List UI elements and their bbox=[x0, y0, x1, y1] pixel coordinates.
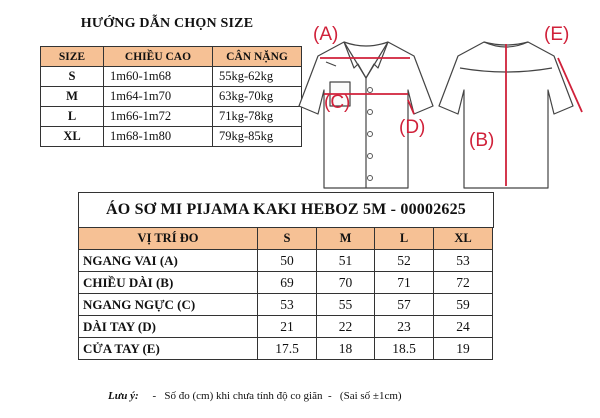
height-cell: 1m66-1m72 bbox=[104, 107, 213, 127]
table-row bbox=[41, 67, 302, 87]
table-row bbox=[41, 87, 302, 107]
size-guide-title: HƯỚNG DẪN CHỌN SIZE bbox=[80, 16, 254, 31]
value-cell: 69 bbox=[258, 272, 317, 294]
weight-cell: 79kg-85kg bbox=[213, 127, 302, 147]
note-label: Lưu ý: bbox=[108, 390, 139, 402]
value-cell: 22 bbox=[317, 316, 375, 338]
table-row bbox=[79, 294, 493, 316]
value-cell: 71 bbox=[375, 272, 434, 294]
height-cell: 1m60-1m68 bbox=[104, 67, 213, 87]
shirt-back-diagram bbox=[436, 28, 586, 193]
header-position: VỊ TRÍ ĐO bbox=[79, 228, 258, 250]
value-cell: 17.5 bbox=[258, 338, 317, 360]
position-cell: NGANG VAI (A) bbox=[79, 250, 258, 272]
weight-cell: 71kg-78kg bbox=[213, 107, 302, 127]
value-cell: 53 bbox=[434, 250, 493, 272]
value-cell: 70 bbox=[317, 272, 375, 294]
table-row bbox=[79, 316, 493, 338]
position-cell: CỬA TAY (E) bbox=[79, 338, 258, 360]
label-e: (E) bbox=[544, 24, 570, 45]
weight-cell: 63kg-70kg bbox=[213, 87, 302, 107]
note-item-2: (Sai số ±1cm) bbox=[339, 390, 402, 402]
value-cell: 52 bbox=[375, 250, 434, 272]
table-row bbox=[79, 250, 493, 272]
size-guide-header-size: SIZE bbox=[41, 47, 104, 67]
header-size-s: S bbox=[258, 228, 317, 250]
height-cell: 1m68-1m80 bbox=[104, 127, 213, 147]
value-cell: 53 bbox=[258, 294, 317, 316]
size-cell: M bbox=[41, 87, 104, 107]
value-cell: 19 bbox=[434, 338, 493, 360]
size-cell: S bbox=[41, 67, 104, 87]
value-cell: 59 bbox=[434, 294, 493, 316]
size-cell: XL bbox=[41, 127, 104, 147]
value-cell: 55 bbox=[317, 294, 375, 316]
weight-cell: 55kg-62kg bbox=[213, 67, 302, 87]
value-cell: 18.5 bbox=[375, 338, 434, 360]
value-cell: 21 bbox=[258, 316, 317, 338]
value-cell: 24 bbox=[434, 316, 493, 338]
value-cell: 50 bbox=[258, 250, 317, 272]
label-c: (C) bbox=[324, 92, 351, 113]
size-guide-table bbox=[40, 46, 302, 147]
header-size-xl: XL bbox=[434, 228, 493, 250]
position-cell: NGANG NGỰC (C) bbox=[79, 294, 258, 316]
measurement-table bbox=[78, 227, 493, 360]
measurement-header-row bbox=[79, 228, 493, 250]
value-cell: 23 bbox=[375, 316, 434, 338]
note-line bbox=[108, 390, 402, 402]
label-a: (A) bbox=[313, 24, 339, 45]
size-guide-header-weight: CÂN NẶNG bbox=[213, 47, 302, 67]
size-guide-header-row bbox=[41, 47, 302, 67]
value-cell: 72 bbox=[434, 272, 493, 294]
header-size-m: M bbox=[317, 228, 375, 250]
measurement-title: ÁO SƠ MI PIJAMA KAKI HEBOZ 5M - 00002625 bbox=[105, 201, 466, 218]
table-row bbox=[41, 107, 302, 127]
shirt-front-diagram bbox=[296, 28, 436, 193]
value-cell: 57 bbox=[375, 294, 434, 316]
table-row bbox=[79, 338, 493, 360]
position-cell: CHIỀU DÀI (B) bbox=[79, 272, 258, 294]
label-b: (B) bbox=[469, 130, 495, 151]
label-d: (D) bbox=[399, 117, 426, 138]
note-item-1: - Số đo (cm) khi chưa tính độ co giãn - bbox=[152, 390, 332, 402]
measurement-title-box bbox=[78, 192, 494, 228]
value-cell: 51 bbox=[317, 250, 375, 272]
value-cell: 18 bbox=[317, 338, 375, 360]
table-row bbox=[41, 127, 302, 147]
height-cell: 1m64-1m70 bbox=[104, 87, 213, 107]
header-size-l: L bbox=[375, 228, 434, 250]
size-guide-header-height: CHIỀU CAO bbox=[104, 47, 213, 67]
table-row bbox=[79, 272, 493, 294]
size-cell: L bbox=[41, 107, 104, 127]
position-cell: DÀI TAY (D) bbox=[79, 316, 258, 338]
